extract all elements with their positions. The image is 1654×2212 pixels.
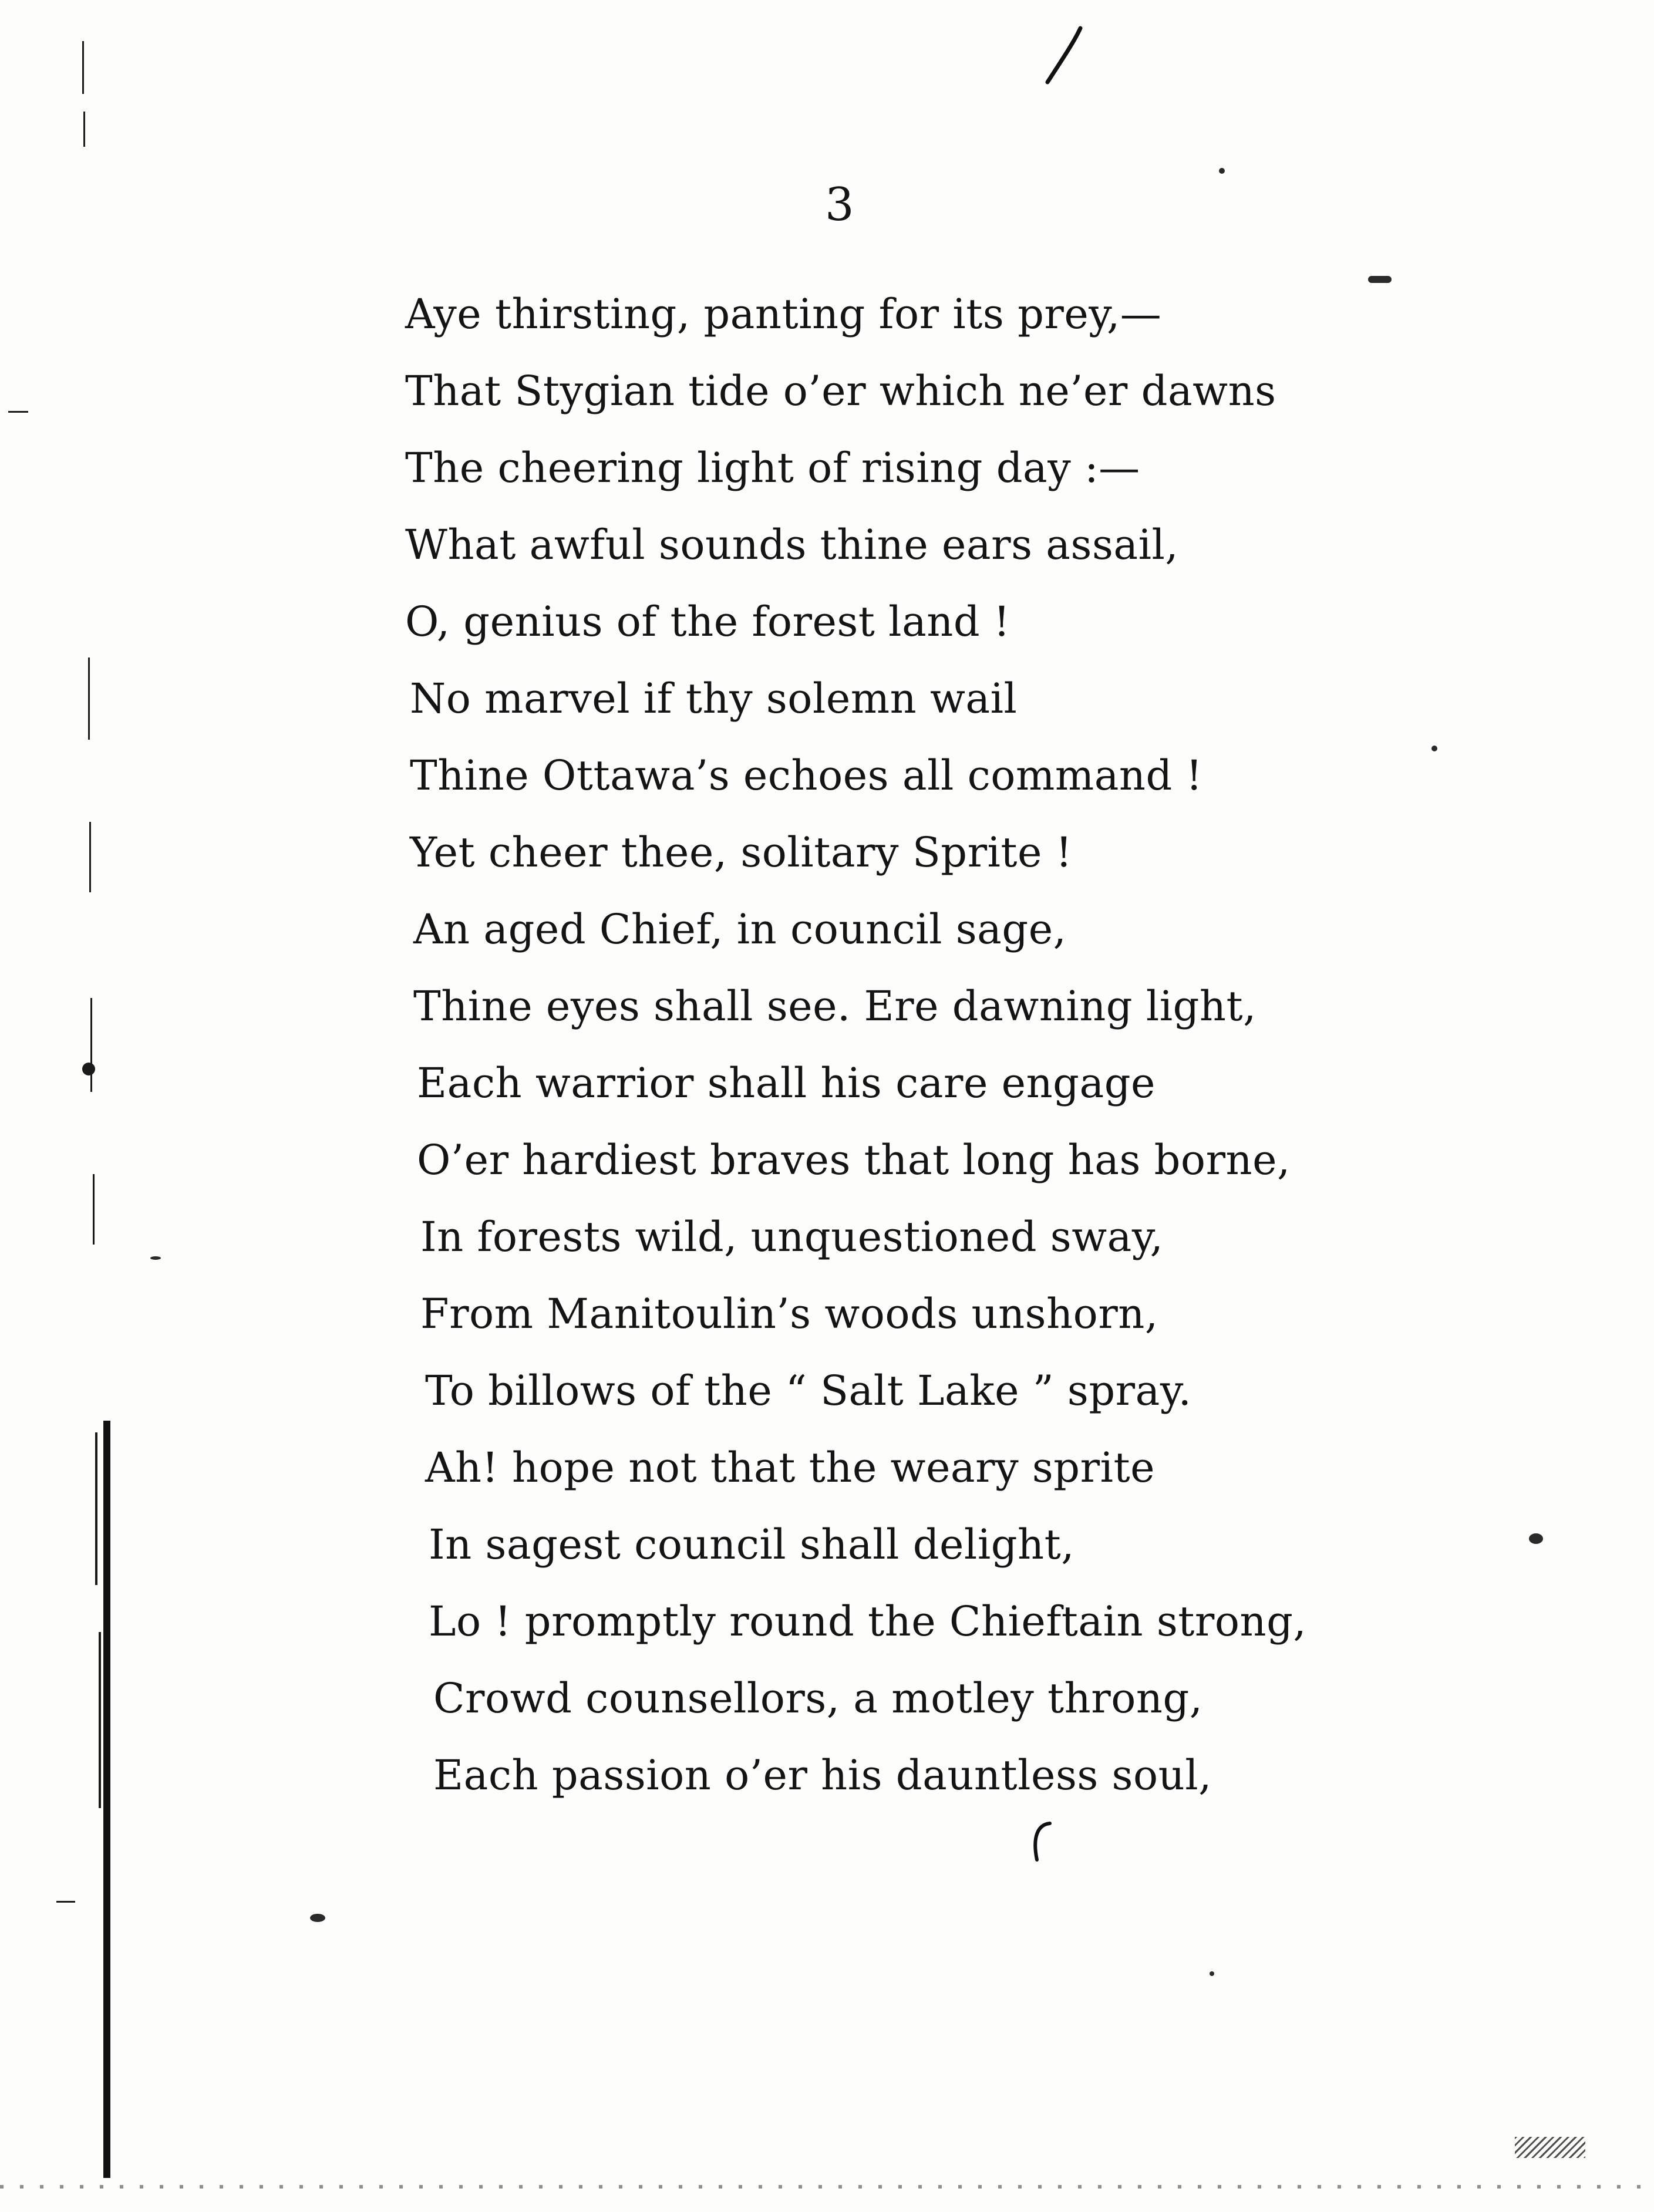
poem-line: O’er hardiest braves that long has borne, (417, 1136, 1291, 1184)
poem-text (405, 276, 1403, 1814)
poem-line: Thine eyes shall see. Ere dawning light, (413, 982, 1256, 1030)
poem-line: No marvel if thy solemn wail (410, 675, 1018, 723)
scan-speck (310, 1914, 325, 1922)
binding-edge-mark (99, 1632, 101, 1808)
poem-line: Lo ! promptly round the Chieftain strong, (429, 1597, 1307, 1645)
binding-edge-mark (95, 1432, 97, 1585)
poem-line: To billows of the “ Salt Lake ” spray. (425, 1367, 1192, 1415)
binding-edge-mark (90, 998, 92, 1092)
poem-line: Thine Ottawa’s echoes all command ! (410, 751, 1203, 800)
poem-line: What awful sounds thine ears assail, (405, 521, 1179, 569)
poem-line: The cheering light of rising day :— (405, 444, 1140, 492)
scan-speck (1210, 1971, 1214, 1976)
poem-line: Crowd counsellors, a motley throng, (433, 1674, 1203, 1722)
poem-line: Ah! hope not that the weary sprite (425, 1444, 1156, 1492)
corner-smudge (1515, 2137, 1585, 2158)
scan-speck (1529, 1533, 1543, 1544)
dash-mark (8, 411, 28, 413)
handwritten-slash-mark (1039, 23, 1092, 88)
dash-mark (56, 1901, 75, 1903)
poem-line: O, genius of the forest land ! (405, 598, 1010, 646)
poem-line: That Stygian tide o’er which ne’er dawns (405, 367, 1276, 415)
poem-line: In forests wild, unquestioned sway, (420, 1213, 1164, 1261)
scan-speck (1219, 168, 1225, 174)
bottom-edge-noise (0, 2185, 1654, 2189)
poem-line: Each passion o’er his dauntless soul, (433, 1751, 1212, 1799)
binding-edge-mark (93, 1174, 95, 1245)
binding-edge-mark (89, 822, 91, 892)
scan-speck (150, 1256, 161, 1260)
poem-line: Each warrior shall his care engage (417, 1059, 1156, 1107)
poem-line: Yet cheer thee, solitary Sprite ! (410, 828, 1073, 876)
ink-blot (82, 1063, 95, 1075)
page-number: 3 (825, 178, 854, 231)
scan-speck (1431, 746, 1437, 751)
handwritten-hook-mark (1026, 1819, 1056, 1866)
binding-edge-mark (88, 657, 90, 740)
binding-edge-mark (82, 41, 84, 94)
poem-line: Aye thirsting, panting for its prey,— (405, 290, 1162, 338)
poem-line: In sagest council shall delight, (429, 1520, 1074, 1569)
poem-line: An aged Chief, in council sage, (413, 905, 1067, 953)
binding-edge-bar (103, 1421, 110, 2178)
binding-edge-mark (83, 112, 85, 147)
poem-line: From Manitoulin’s woods unshorn, (420, 1290, 1158, 1338)
scan-speck (1368, 276, 1392, 283)
